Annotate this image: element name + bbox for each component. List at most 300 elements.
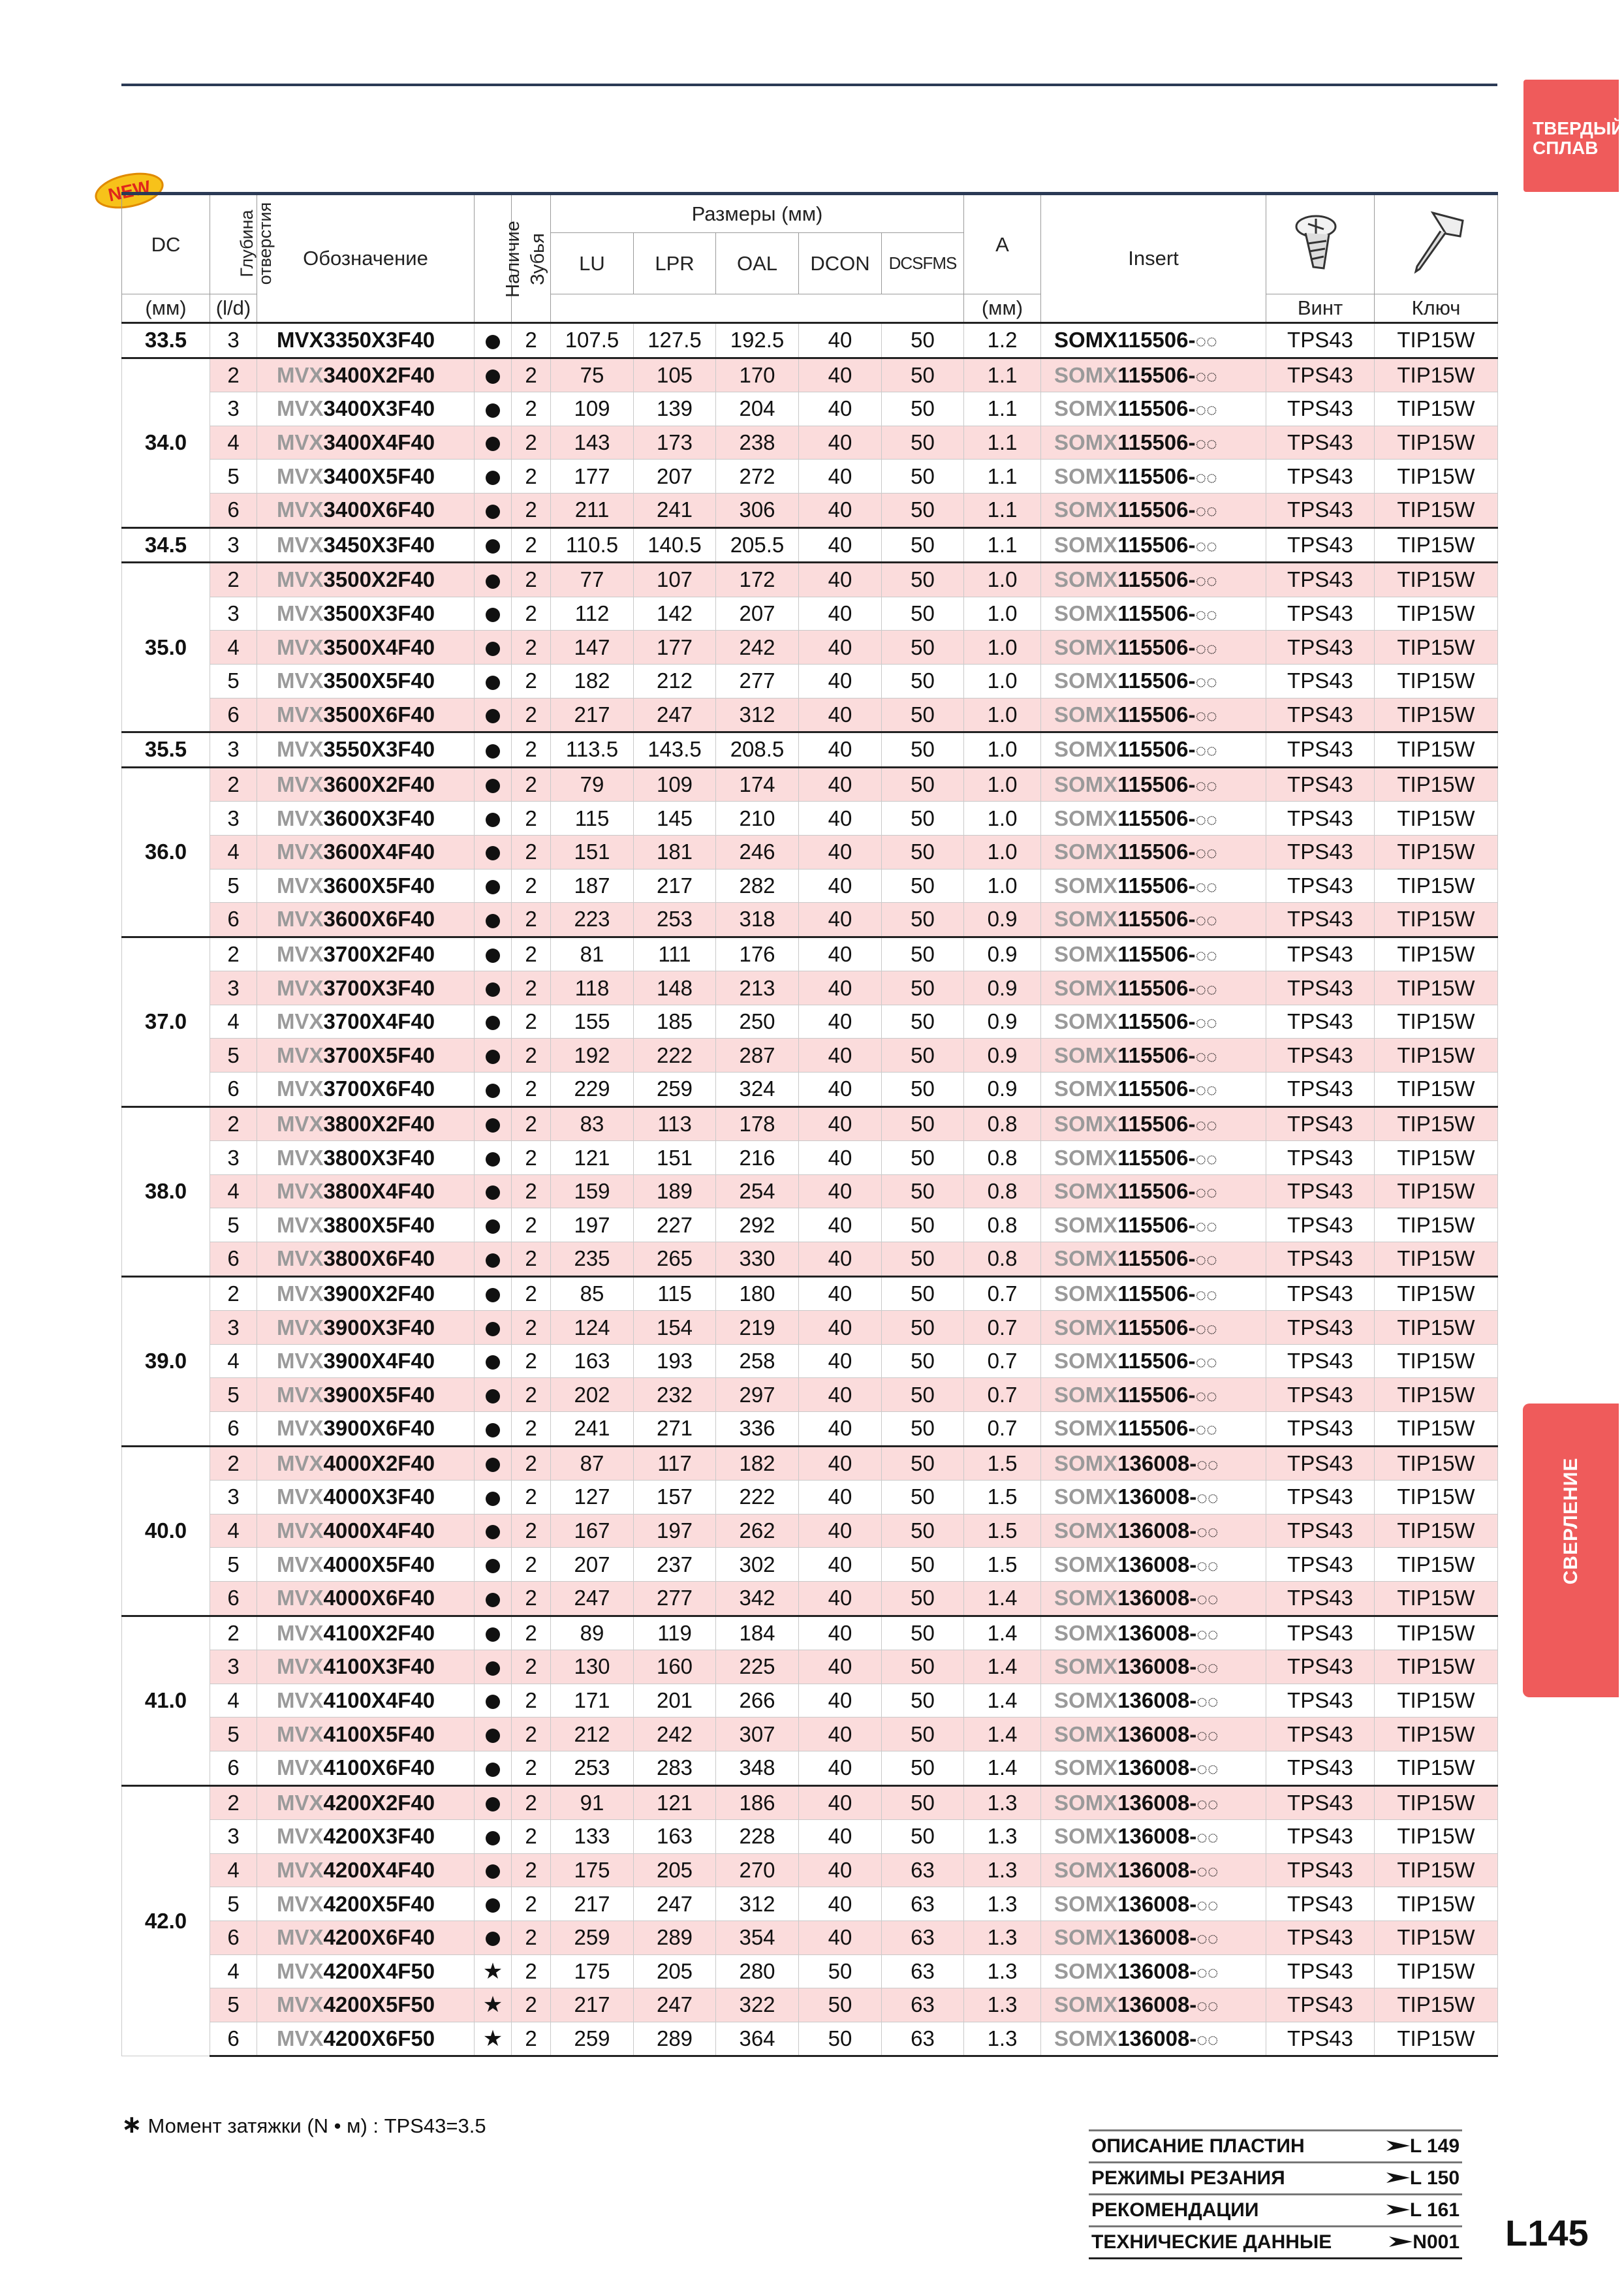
- cell-insert[interactable]: [1041, 1242, 1266, 1277]
- cell-insert[interactable]: [1041, 1106, 1266, 1141]
- in-stock-dot-icon: [486, 1219, 500, 1234]
- insert-prefix: SOMX: [1054, 567, 1118, 592]
- in-stock-dot-icon: [486, 676, 500, 690]
- cell-dcon: 40: [799, 1005, 882, 1039]
- table-row: [122, 597, 1498, 631]
- cell-insert[interactable]: [1041, 358, 1266, 392]
- designation-prefix: MVX: [277, 1246, 324, 1271]
- cell-designation[interactable]: [257, 1378, 475, 1412]
- cell-teeth: 2: [512, 493, 551, 527]
- cell-dcsfms: 50: [882, 392, 964, 426]
- cell-designation[interactable]: [257, 460, 475, 494]
- cell-dcon: 50: [799, 2022, 882, 2056]
- cell-a: 0.8: [964, 1242, 1041, 1277]
- cell-teeth: 2: [512, 1954, 551, 1988]
- cell-designation[interactable]: [257, 1073, 475, 1107]
- cell-teeth: 2: [512, 358, 551, 392]
- designation-prefix: MVX: [277, 1484, 324, 1509]
- cell-insert[interactable]: [1041, 426, 1266, 460]
- cell-designation[interactable]: [257, 1276, 475, 1311]
- cell-designation[interactable]: [257, 1988, 475, 2022]
- cell-insert[interactable]: [1041, 1988, 1266, 2022]
- designation-code: 4000X5F40: [323, 1552, 435, 1576]
- insert-suffix: ◌◌: [1195, 672, 1217, 693]
- cell-designation[interactable]: [257, 1751, 475, 1785]
- cell-insert[interactable]: [1041, 802, 1266, 836]
- designation-prefix: MVX: [277, 1212, 324, 1237]
- cell-insert[interactable]: [1041, 2022, 1266, 2056]
- cell-insert[interactable]: [1041, 1005, 1266, 1039]
- cell-designation[interactable]: [257, 1311, 475, 1345]
- cell-dcon: 40: [799, 664, 882, 698]
- cell-insert[interactable]: [1041, 1446, 1266, 1481]
- cell-insert[interactable]: [1041, 1073, 1266, 1107]
- cell-dcsfms: 50: [882, 1650, 964, 1684]
- cell-designation[interactable]: [257, 732, 475, 768]
- designation-prefix: MVX: [277, 635, 324, 659]
- cell-oal: 280: [716, 1954, 799, 1988]
- insert-suffix: ◌◌: [1196, 1454, 1219, 1475]
- reference-page[interactable]: [1372, 2227, 1462, 2259]
- cell-designation[interactable]: [257, 426, 475, 460]
- cell-designation[interactable]: [257, 563, 475, 597]
- cell-designation[interactable]: [257, 1853, 475, 1887]
- star-icon: ★: [482, 1958, 503, 1984]
- reference-row[interactable]: [1089, 2131, 1462, 2163]
- reference-label: ОПИСАНИЕ ПЛАСТИН: [1089, 2131, 1372, 2163]
- cell-designation[interactable]: [257, 1954, 475, 1988]
- cell-depth: 6: [210, 1581, 257, 1616]
- cell-a: 0.7: [964, 1344, 1041, 1378]
- in-stock-dot-icon: [486, 403, 500, 418]
- cell-designation[interactable]: [257, 1106, 475, 1141]
- cell-designation[interactable]: [257, 1174, 475, 1208]
- header-a-unit: (мм): [964, 294, 1041, 323]
- cell-depth: 6: [210, 493, 257, 527]
- cell-availability: [475, 1785, 512, 1820]
- cell-screw: TPS43: [1266, 1412, 1375, 1447]
- cell-designation[interactable]: [257, 1581, 475, 1616]
- insert-prefix: SOMX: [1054, 1891, 1118, 1916]
- star-icon: ★: [482, 1992, 503, 2018]
- cell-insert[interactable]: [1041, 767, 1266, 802]
- designation-code: 4000X2F40: [323, 1451, 435, 1475]
- insert-prefix: SOMX: [1054, 1076, 1118, 1101]
- designation-code: 4000X3F40: [323, 1484, 435, 1509]
- cell-insert[interactable]: [1041, 1311, 1266, 1345]
- cell-designation[interactable]: [257, 1242, 475, 1277]
- cell-oal: 176: [716, 937, 799, 971]
- cell-lpr: 247: [634, 698, 716, 732]
- cell-depth: 3: [210, 802, 257, 836]
- cell-insert[interactable]: [1041, 903, 1266, 937]
- cell-designation[interactable]: [257, 1208, 475, 1242]
- cell-oal: 192.5: [716, 323, 799, 358]
- cell-depth: 3: [210, 1311, 257, 1345]
- cell-teeth: 2: [512, 1650, 551, 1684]
- table-row: [122, 493, 1498, 527]
- header-depth-text: Глубина отверстия: [237, 202, 275, 285]
- cell-lpr: 107: [634, 563, 716, 597]
- cell-dcon: 40: [799, 1921, 882, 1954]
- insert-suffix: ◌◌: [1195, 400, 1217, 420]
- cell-insert[interactable]: [1041, 323, 1266, 358]
- designation-code: 4100X4F40: [323, 1688, 435, 1713]
- cell-designation[interactable]: [257, 869, 475, 903]
- cell-insert[interactable]: [1041, 1548, 1266, 1582]
- cell-designation[interactable]: [257, 835, 475, 869]
- table-row: [122, 664, 1498, 698]
- table-row: [122, 1514, 1498, 1548]
- cell-lpr: 140.5: [634, 527, 716, 563]
- cell-dc: 39.0: [122, 1276, 210, 1446]
- cell-lpr: 111: [634, 937, 716, 971]
- cell-designation[interactable]: [257, 664, 475, 698]
- cell-teeth: 2: [512, 664, 551, 698]
- cell-designation[interactable]: [257, 1412, 475, 1447]
- cell-insert[interactable]: [1041, 1684, 1266, 1717]
- cell-depth: 6: [210, 903, 257, 937]
- cell-designation[interactable]: [257, 1717, 475, 1751]
- cell-a: 1.0: [964, 698, 1041, 732]
- cell-lpr: 222: [634, 1039, 716, 1073]
- cell-insert[interactable]: [1041, 1954, 1266, 1988]
- table-row: [122, 358, 1498, 392]
- cell-lu: 133: [551, 1820, 634, 1854]
- cell-key: TIP15W: [1375, 1684, 1498, 1717]
- cell-lu: 192: [551, 1039, 634, 1073]
- cell-depth: 2: [210, 1276, 257, 1311]
- cell-designation[interactable]: [257, 1785, 475, 1820]
- in-stock-dot-icon: [486, 1050, 500, 1064]
- reference-row[interactable]: [1089, 2163, 1462, 2195]
- cell-lu: 118: [551, 971, 634, 1005]
- cell-designation[interactable]: [257, 767, 475, 802]
- cell-designation[interactable]: [257, 1650, 475, 1684]
- screw-icon: [1291, 210, 1350, 275]
- cell-insert[interactable]: [1041, 835, 1266, 869]
- cell-screw: TPS43: [1266, 527, 1375, 563]
- cell-oal: 277: [716, 664, 799, 698]
- cell-insert[interactable]: [1041, 1378, 1266, 1412]
- cell-key: TIP15W: [1375, 1921, 1498, 1954]
- cell-a: 1.4: [964, 1684, 1041, 1717]
- in-stock-dot-icon: [486, 1525, 500, 1539]
- cell-lpr: 154: [634, 1311, 716, 1345]
- cell-dcon: 40: [799, 460, 882, 494]
- cell-depth: 5: [210, 1378, 257, 1412]
- designation-code: 3800X5F40: [323, 1212, 435, 1237]
- cell-insert[interactable]: [1041, 563, 1266, 597]
- cell-designation[interactable]: [257, 1514, 475, 1548]
- cell-lu: 211: [551, 493, 634, 527]
- cell-designation[interactable]: [257, 597, 475, 631]
- table-row: [122, 1921, 1498, 1954]
- cell-dcsfms: 50: [882, 698, 964, 732]
- cell-key: TIP15W: [1375, 971, 1498, 1005]
- cell-teeth: 2: [512, 631, 551, 665]
- cell-designation[interactable]: [257, 631, 475, 665]
- cell-dcsfms: 50: [882, 1548, 964, 1582]
- cell-dc: 37.0: [122, 937, 210, 1106]
- cell-insert[interactable]: [1041, 971, 1266, 1005]
- cell-dcon: 40: [799, 392, 882, 426]
- insert-code: 115506-: [1117, 839, 1196, 864]
- cell-oal: 225: [716, 1650, 799, 1684]
- cell-insert[interactable]: [1041, 1717, 1266, 1751]
- cell-lpr: 271: [634, 1412, 716, 1447]
- reference-page[interactable]: [1372, 2163, 1462, 2195]
- cell-lpr: 119: [634, 1616, 716, 1650]
- cell-teeth: 2: [512, 1276, 551, 1311]
- cell-teeth: 2: [512, 802, 551, 836]
- cell-designation[interactable]: [257, 1446, 475, 1481]
- designation-code: 4200X4F40: [323, 1858, 435, 1883]
- cell-designation[interactable]: [257, 2022, 475, 2056]
- cell-dcon: 40: [799, 869, 882, 903]
- cell-lu: 113.5: [551, 732, 634, 768]
- cell-dcon: 40: [799, 1039, 882, 1073]
- insert-code: 136008-: [1117, 1755, 1197, 1780]
- reference-row[interactable]: [1089, 2227, 1462, 2259]
- cell-insert[interactable]: [1041, 1820, 1266, 1854]
- insert-code: 115506-: [1117, 806, 1196, 830]
- cell-dcsfms: 63: [882, 2022, 964, 2056]
- cell-designation[interactable]: [257, 971, 475, 1005]
- cell-depth: 6: [210, 1242, 257, 1277]
- cell-teeth: 2: [512, 1208, 551, 1242]
- cell-designation[interactable]: [257, 323, 475, 358]
- insert-prefix: SOMX: [1054, 806, 1118, 830]
- cell-depth: 4: [210, 1853, 257, 1887]
- cell-designation[interactable]: [257, 358, 475, 392]
- cell-lpr: 193: [634, 1344, 716, 1378]
- cell-designation[interactable]: [257, 1820, 475, 1854]
- cell-teeth: 2: [512, 1887, 551, 1921]
- cell-key: TIP15W: [1375, 2022, 1498, 2056]
- cell-teeth: 2: [512, 563, 551, 597]
- cell-insert[interactable]: [1041, 664, 1266, 698]
- insert-code: 136008-: [1117, 1891, 1197, 1916]
- cell-designation[interactable]: [257, 1616, 475, 1650]
- reference-page[interactable]: [1372, 2195, 1462, 2227]
- cell-screw: TPS43: [1266, 426, 1375, 460]
- cell-teeth: 2: [512, 1785, 551, 1820]
- insert-code: 115506-: [1117, 1349, 1196, 1373]
- cell-designation[interactable]: [257, 1005, 475, 1039]
- cell-oal: 258: [716, 1344, 799, 1378]
- cell-oal: 174: [716, 767, 799, 802]
- designation-code: 3900X6F40: [323, 1416, 435, 1441]
- header-dc-unit: (мм): [122, 294, 210, 323]
- cell-a: 1.3: [964, 1954, 1041, 1988]
- insert-code: 136008-: [1117, 1790, 1197, 1815]
- cell-dcsfms: 50: [882, 903, 964, 937]
- cell-designation[interactable]: [257, 1039, 475, 1073]
- cell-dcsfms: 50: [882, 1311, 964, 1345]
- insert-suffix: ◌◌: [1196, 1928, 1219, 1949]
- cell-key: TIP15W: [1375, 1820, 1498, 1854]
- cell-depth: 6: [210, 1921, 257, 1954]
- insert-suffix: ◌◌: [1195, 535, 1217, 556]
- header-dcon: DCON: [799, 233, 882, 294]
- insert-code: 115506-: [1117, 772, 1196, 797]
- insert-code: 115506-: [1117, 1076, 1196, 1101]
- table-row: [122, 631, 1498, 665]
- cell-screw: TPS43: [1266, 1481, 1375, 1514]
- cell-a: 1.0: [964, 597, 1041, 631]
- cell-oal: 287: [716, 1039, 799, 1073]
- cell-dcon: 40: [799, 1412, 882, 1447]
- in-stock-dot-icon: [486, 574, 500, 589]
- cell-insert[interactable]: [1041, 1141, 1266, 1175]
- cell-insert[interactable]: [1041, 1514, 1266, 1548]
- cell-availability: [475, 1242, 512, 1277]
- cell-lpr: 277: [634, 1581, 716, 1616]
- designation-code: 3900X5F40: [323, 1382, 435, 1407]
- cell-oal: 208.5: [716, 732, 799, 768]
- cell-insert[interactable]: [1041, 1853, 1266, 1887]
- cell-depth: 3: [210, 1820, 257, 1854]
- category-tab-carbide[interactable]: [1523, 80, 1624, 192]
- cell-availability: [475, 1174, 512, 1208]
- insert-prefix: SOMX: [1054, 362, 1118, 387]
- cell-insert[interactable]: [1041, 1039, 1266, 1073]
- cell-oal: 282: [716, 869, 799, 903]
- cell-designation[interactable]: [257, 1921, 475, 1954]
- designation-prefix: MVX: [277, 1009, 324, 1034]
- cell-a: 1.1: [964, 460, 1041, 494]
- cell-dcsfms: 50: [882, 1820, 964, 1854]
- cell-availability: [475, 1208, 512, 1242]
- cell-availability: [475, 1751, 512, 1785]
- cell-teeth: 2: [512, 732, 551, 768]
- cell-key: TIP15W: [1375, 1378, 1498, 1412]
- cell-insert[interactable]: [1041, 631, 1266, 665]
- cell-screw: TPS43: [1266, 597, 1375, 631]
- cell-designation[interactable]: [257, 1481, 475, 1514]
- cell-key: TIP15W: [1375, 1412, 1498, 1447]
- cell-designation[interactable]: [257, 527, 475, 563]
- cell-insert[interactable]: [1041, 1481, 1266, 1514]
- cell-designation[interactable]: [257, 802, 475, 836]
- cell-insert[interactable]: [1041, 937, 1266, 971]
- cell-designation[interactable]: [257, 903, 475, 937]
- designation-code: 4000X4F40: [323, 1518, 435, 1543]
- cell-insert[interactable]: [1041, 493, 1266, 527]
- cell-oal: 178: [716, 1106, 799, 1141]
- cell-insert[interactable]: [1041, 1581, 1266, 1616]
- insert-prefix: SOMX: [1054, 1824, 1118, 1849]
- insert-suffix: ◌◌: [1196, 1522, 1219, 1543]
- cell-insert[interactable]: [1041, 597, 1266, 631]
- cell-insert[interactable]: [1041, 1921, 1266, 1954]
- cell-key: TIP15W: [1375, 631, 1498, 665]
- insert-code: 115506-: [1117, 737, 1196, 762]
- reference-page[interactable]: [1372, 2131, 1462, 2163]
- insert-code: SOMX115506-: [1054, 328, 1196, 353]
- insert-code: 115506-: [1117, 635, 1196, 659]
- cell-designation[interactable]: [257, 493, 475, 527]
- cell-insert[interactable]: [1041, 1887, 1266, 1921]
- cell-availability: [475, 323, 512, 358]
- designation-prefix: MVX: [277, 1824, 324, 1849]
- insert-prefix: SOMX: [1054, 1925, 1118, 1950]
- cell-designation[interactable]: [257, 1684, 475, 1717]
- cell-dcon: 40: [799, 323, 882, 358]
- cell-designation[interactable]: [257, 392, 475, 426]
- cell-dcon: 40: [799, 1616, 882, 1650]
- insert-code: 115506-: [1117, 1145, 1196, 1170]
- cell-insert[interactable]: [1041, 392, 1266, 426]
- cell-insert[interactable]: [1041, 732, 1266, 768]
- table-row: [122, 732, 1498, 768]
- cell-insert[interactable]: [1041, 527, 1266, 563]
- category-tab-drilling[interactable]: [1523, 1404, 1619, 1697]
- reference-row[interactable]: [1089, 2195, 1462, 2227]
- cell-designation[interactable]: [257, 1887, 475, 1921]
- cell-teeth: 2: [512, 937, 551, 971]
- insert-prefix: SOMX: [1054, 941, 1118, 966]
- cell-depth: 4: [210, 631, 257, 665]
- cell-lu: 124: [551, 1311, 634, 1345]
- cell-insert[interactable]: [1041, 1344, 1266, 1378]
- cell-designation[interactable]: [257, 1141, 475, 1175]
- cell-lu: 115: [551, 802, 634, 836]
- cell-lpr: 205: [634, 1954, 716, 1988]
- cell-dcon: 40: [799, 1311, 882, 1345]
- cell-dc: 35.0: [122, 563, 210, 732]
- cell-screw: TPS43: [1266, 493, 1375, 527]
- insert-suffix: ◌◌: [1195, 1419, 1217, 1440]
- designation-prefix: MVX: [277, 1111, 324, 1136]
- cell-oal: 292: [716, 1208, 799, 1242]
- cell-insert[interactable]: [1041, 698, 1266, 732]
- header-lpr: LPR: [634, 233, 716, 294]
- cell-a: 1.1: [964, 493, 1041, 527]
- in-stock-dot-icon: [486, 335, 500, 349]
- insert-prefix: SOMX: [1054, 1755, 1118, 1780]
- cell-screw: TPS43: [1266, 1853, 1375, 1887]
- cell-lpr: 241: [634, 493, 716, 527]
- cell-insert[interactable]: [1041, 1276, 1266, 1311]
- cell-lpr: 117: [634, 1446, 716, 1481]
- cell-designation[interactable]: [257, 1344, 475, 1378]
- cell-teeth: 2: [512, 1548, 551, 1582]
- cell-insert[interactable]: [1041, 1174, 1266, 1208]
- cell-dcon: 40: [799, 426, 882, 460]
- designation-code: 3400X3F40: [323, 396, 435, 421]
- cell-insert[interactable]: [1041, 1650, 1266, 1684]
- cell-designation[interactable]: [257, 937, 475, 971]
- designation-prefix: MVX: [277, 463, 324, 488]
- cell-insert[interactable]: [1041, 1208, 1266, 1242]
- cell-insert[interactable]: [1041, 1616, 1266, 1650]
- cell-lpr: 253: [634, 903, 716, 937]
- cell-insert[interactable]: [1041, 1412, 1266, 1447]
- designation-prefix: MVX: [277, 1518, 324, 1543]
- header-teeth-text: Зубья: [527, 233, 548, 285]
- cell-insert[interactable]: [1041, 1785, 1266, 1820]
- cell-insert[interactable]: [1041, 460, 1266, 494]
- cell-insert[interactable]: [1041, 869, 1266, 903]
- cell-dcon: 40: [799, 1378, 882, 1412]
- cell-screw: TPS43: [1266, 1073, 1375, 1107]
- cell-insert[interactable]: [1041, 1751, 1266, 1785]
- cell-designation[interactable]: [257, 698, 475, 732]
- designation-prefix: MVX: [277, 1858, 324, 1883]
- cell-designation[interactable]: [257, 1548, 475, 1582]
